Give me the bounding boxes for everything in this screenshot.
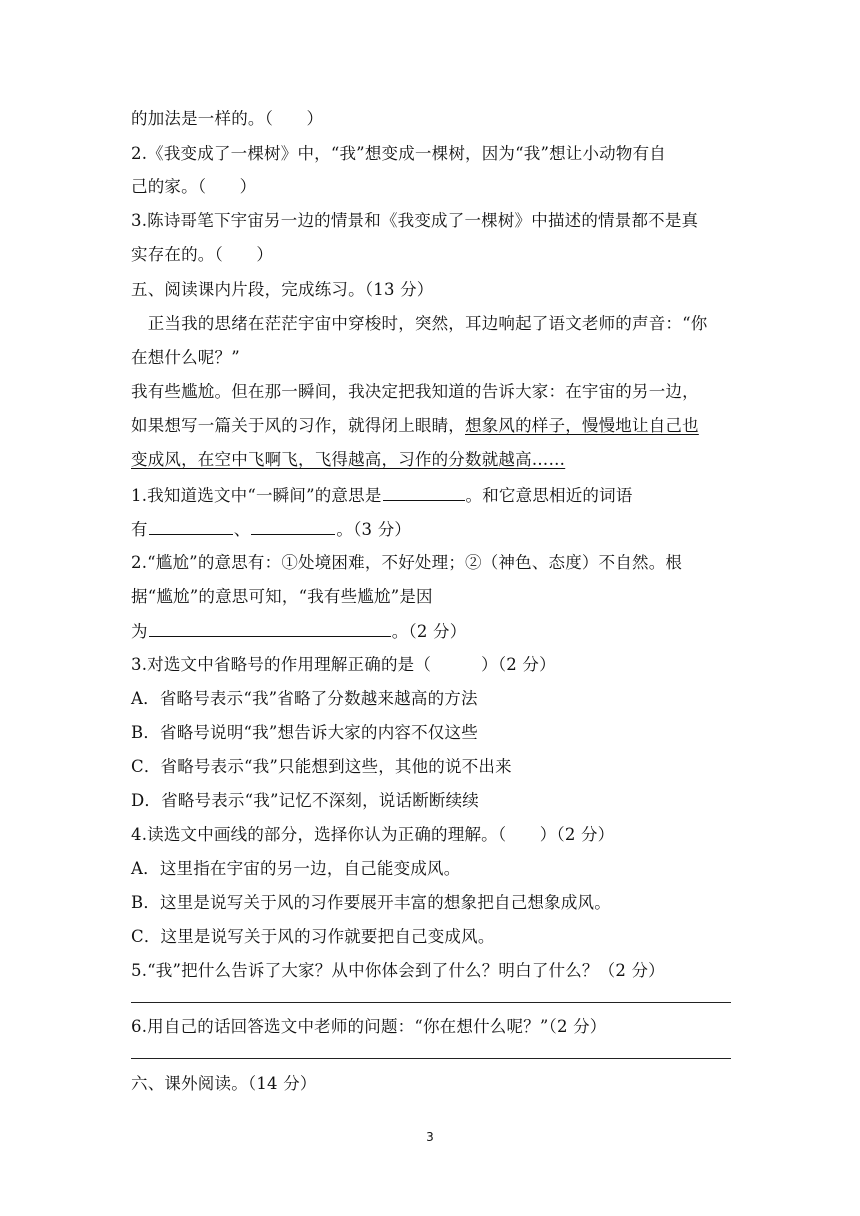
text-line — [131, 620, 466, 643]
text-line: 己的家。（ ） — [131, 177, 257, 196]
answer-line[interactable] — [131, 1058, 731, 1059]
question-5-1 — [131, 484, 633, 507]
passage-line: 我有些尴尬。但在那一瞬间，我决定把我知道的告诉大家：在宇宙的另一边， — [131, 382, 699, 401]
passage-text: 如果想写一篇关于风的习作，就得闭上眼睛， — [131, 416, 465, 435]
underlined-passage: 变成风，在空中飞啊飞，飞得越高，习作的分数就越高…… — [131, 450, 566, 469]
question-text: 。和它意思相近的词语 — [465, 486, 633, 505]
answer-line[interactable] — [131, 1002, 731, 1003]
question-5-3: 3.对选文中省略号的作用理解正确的是（ ）（2 分） — [131, 655, 556, 674]
option-c: C．这里是说写关于风的习作就要把自己变成风。 — [131, 927, 495, 946]
question-5-6: 6.用自己的话回答选文中老师的问题：“你在想什么呢？”（2 分） — [131, 1017, 607, 1036]
question-text: 。（2 分） — [391, 622, 467, 641]
text-line: 实存在的。（ ） — [131, 245, 274, 264]
question-5-2: 2.“尴尬”的意思有：①处境困难，不好处理；②（神色、态度）不自然。根 — [131, 553, 683, 572]
section-6-heading: 六、课外阅读。（14 分） — [131, 1074, 317, 1093]
question-5-4: 4.读选文中画线的部分，选择你认为正确的理解。（ ）（2 分） — [131, 825, 615, 844]
question-text: 有 — [131, 520, 148, 539]
page-number: 3 — [426, 1130, 434, 1144]
option-a: A．省略号表示“我”省略了分数越来越高的方法 — [131, 689, 478, 708]
answer-blank[interactable] — [149, 620, 391, 637]
text-line — [131, 518, 411, 541]
section-5-heading: 五、阅读课内片段，完成练习。（13 分） — [131, 280, 434, 299]
question-5-5: 5.“我”把什么告诉了大家？从中你体会到了什么？明白了什么？（2 分） — [131, 961, 665, 980]
question-4-3: 3.陈诗哥笔下宇宙另一边的情景和《我变成了一棵树》中描述的情景都不是真 — [131, 211, 699, 230]
question-text: 1.我知道选文中“一瞬间”的意思是 — [131, 486, 382, 505]
passage-line: 在想什么呢？” — [131, 348, 240, 367]
question-text: 、 — [233, 520, 251, 539]
answer-blank[interactable] — [383, 484, 465, 501]
question-4-2: 2.《我变成了一棵树》中，“我”想变成一棵树，因为“我”想让小动物有自 — [131, 144, 666, 163]
question-text: 为 — [131, 622, 148, 641]
option-b: B．这里是说写关于风的习作要展开丰富的想象把自己想象成风。 — [131, 893, 611, 912]
option-c: C．省略号表示“我”只能想到这些，其他的说不出来 — [131, 757, 512, 776]
underlined-passage: 想象风的样子，慢慢地让自己也 — [465, 416, 699, 435]
answer-blank[interactable] — [149, 518, 233, 535]
question-text: 。（3 分） — [336, 520, 412, 539]
passage-line — [131, 415, 699, 437]
text-line: 的加法是一样的。（ ） — [131, 109, 324, 128]
option-a: A．这里指在宇宙的另一边，自己能变成风。 — [131, 859, 461, 878]
passage-line: 正当我的思绪在茫茫宇宙中穿梭时，突然，耳边响起了语文老师的声音：“你 — [131, 314, 708, 333]
option-d: D．省略号表示“我”记忆不深刻，说话断断续续 — [131, 791, 479, 810]
text-line: 据“尴尬”的意思可知，“我有些尴尬”是因 — [131, 587, 433, 606]
option-b: B．省略号说明“我”想告诉大家的内容不仅这些 — [131, 723, 478, 742]
answer-blank[interactable] — [251, 518, 335, 535]
